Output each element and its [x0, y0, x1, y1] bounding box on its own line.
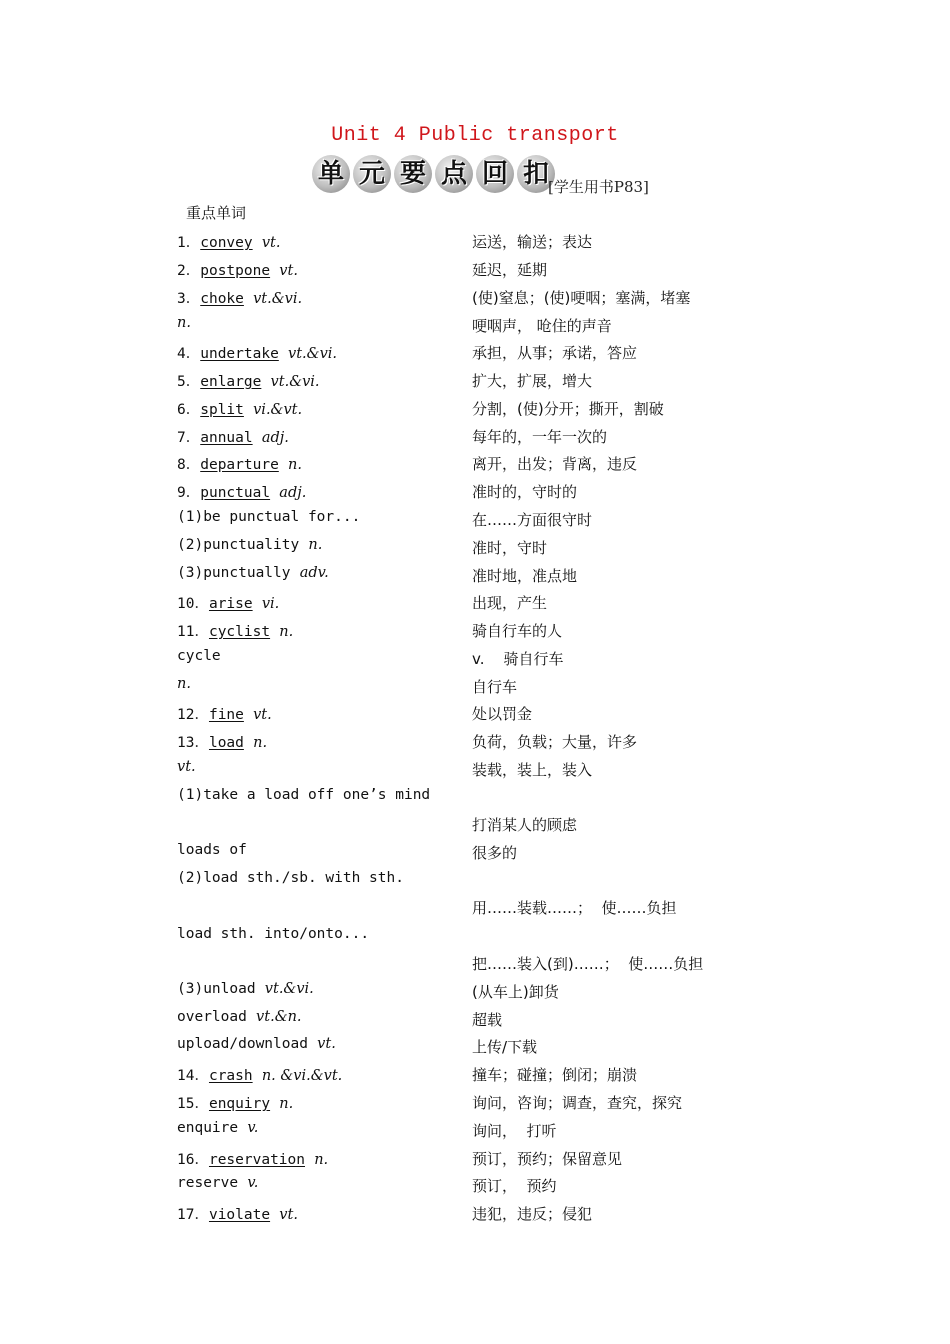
vocab-term [177, 1148, 328, 1169]
part-of-speech: vt.&vi. [255, 981, 314, 997]
part-of-speech: v. [238, 1120, 259, 1136]
headword: undertake [200, 346, 279, 362]
phrase-text: reserve [177, 1175, 239, 1191]
part-of-speech: vt. [177, 759, 196, 775]
vocab-term [177, 870, 404, 886]
vocab-term [177, 648, 221, 664]
banner-char: 元 [353, 155, 391, 193]
meaning-text: 准时，守时 [472, 539, 548, 557]
part-of-speech: vi. [252, 596, 280, 612]
vocab-row [0, 1092, 950, 1116]
part-of-speech: vt. [270, 263, 298, 279]
meaning-text: 分割，(使)分开；撕开，割破 [472, 400, 664, 418]
vocab-row [0, 287, 950, 311]
vocab-row [0, 592, 950, 616]
part-of-speech: adj. [252, 430, 289, 446]
phrase-text: (2)punctuality [177, 537, 300, 553]
vocab-row [0, 481, 950, 505]
meaning-text: v. 骑自行车 [472, 650, 564, 668]
meaning-text: 预订， 预约 [472, 1177, 557, 1195]
vocab-row [0, 370, 950, 394]
headword: cyclist [208, 624, 271, 640]
meaning-text: 上传/下载 [472, 1038, 538, 1056]
vocab-term [177, 1120, 258, 1136]
part-of-speech: n. [299, 537, 323, 553]
vocab-term [177, 620, 293, 641]
vocab-row [0, 620, 950, 644]
vocab-term [177, 537, 322, 553]
headword: postpone [200, 263, 271, 279]
vocab-row [0, 1064, 950, 1088]
vocab-row [0, 1148, 950, 1172]
part-of-speech: n. [305, 1152, 329, 1168]
part-of-speech: n. [243, 735, 268, 751]
phrase-text: overload [177, 1009, 247, 1025]
meaning-text: 延迟，延期 [472, 261, 548, 279]
meaning-text: 装载，装上，装入 [472, 761, 593, 779]
part-of-speech: v. [238, 1175, 259, 1191]
part-of-speech: vt.&vi. [278, 346, 338, 362]
vocab-row [0, 870, 950, 894]
phrase-text: (3)punctually [177, 565, 291, 581]
vocab-row [0, 703, 950, 727]
item-number: 8． [177, 457, 201, 473]
meaning-text: 违犯，违反；侵犯 [472, 1205, 593, 1223]
item-number: 2． [177, 263, 201, 279]
vocab-row [0, 565, 950, 589]
meaning-text: 询问，咨询；调查，查究，探究 [472, 1094, 683, 1112]
meaning-text: 撞车；碰撞；倒闭；崩溃 [472, 1066, 638, 1084]
meaning-text: 超载 [472, 1011, 503, 1029]
phrase-text: enquire [177, 1120, 239, 1136]
headword: punctual [200, 485, 271, 501]
headword: reservation [208, 1152, 305, 1168]
vocab-term [177, 453, 302, 474]
vocab-row [0, 648, 950, 672]
vocab-term [177, 509, 360, 525]
vocab-term [177, 1064, 342, 1085]
unit-review-banner [312, 152, 558, 196]
vocab-term [177, 731, 267, 752]
vocab-row [0, 1009, 950, 1033]
item-number: 7． [177, 430, 201, 446]
meaning-text: 预订，预约；保留意见 [472, 1150, 623, 1168]
headword: arise [208, 596, 253, 612]
part-of-speech: vt. [243, 707, 272, 723]
phrase-text: upload/download [177, 1036, 308, 1052]
meaning-text: 出现，产生 [472, 594, 548, 612]
meaning-text: 很多的 [472, 844, 518, 862]
phrase-text: load sth. into/onto... [177, 926, 370, 942]
part-of-speech: vi.&vt. [243, 402, 303, 418]
vocab-row [0, 259, 950, 283]
vocab-term [177, 787, 430, 803]
banner-char: 回 [476, 155, 514, 193]
phrase-text: (1)take a load off one’s mind [177, 787, 431, 803]
meaning-text: 准时的，守时的 [472, 483, 578, 501]
part-of-speech: vt. [307, 1036, 336, 1052]
vocab-row [0, 426, 950, 450]
item-number: 5． [177, 374, 201, 390]
item-number: 4． [177, 346, 201, 362]
vocab-row [0, 731, 950, 755]
vocab-row [0, 398, 950, 422]
meaning-text: 用……装载……； 使……负担 [472, 899, 677, 917]
meaning-text: 询问， 打听 [472, 1122, 557, 1140]
vocab-term [177, 1092, 293, 1113]
vocab-term [177, 287, 302, 308]
part-of-speech: n. &vi.&vt. [252, 1068, 343, 1084]
banner-char: 扣 [517, 155, 555, 193]
vocab-row [0, 1203, 950, 1227]
vocab-row [0, 342, 950, 366]
part-of-speech: vt. [270, 1207, 298, 1223]
vocab-term [177, 259, 298, 280]
vocab-term [177, 703, 272, 724]
headword: convey [200, 235, 253, 251]
part-of-speech: vt.&vi. [261, 374, 320, 390]
meaning-text: 每年的，一年一次的 [472, 428, 608, 446]
vocab-row [0, 1175, 950, 1199]
vocab-row [0, 676, 950, 700]
vocab-row [0, 981, 950, 1005]
part-of-speech: vt. [252, 235, 281, 251]
vocab-row [0, 842, 950, 866]
headword: enquiry [208, 1096, 271, 1112]
vocab-term [177, 315, 191, 331]
vocab-term [177, 759, 196, 775]
vocab-term [177, 676, 191, 692]
meaning-text: 自行车 [472, 678, 518, 696]
vocab-row [0, 1120, 950, 1144]
item-number: 15． [177, 1096, 209, 1112]
vocab-row [0, 759, 950, 783]
meaning-text: 把……装入(到)……； 使……负担 [472, 955, 704, 973]
part-of-speech: adv. [290, 565, 329, 581]
headword: annual [200, 430, 253, 446]
item-number: 9． [177, 485, 201, 501]
item-number: 3． [177, 291, 201, 307]
vocab-term [177, 565, 329, 581]
item-number: 14． [177, 1068, 209, 1084]
banner-char: 单 [312, 155, 350, 193]
meaning-text: (从车上)卸货 [472, 983, 559, 1001]
headword: departure [200, 457, 279, 473]
vocab-term [177, 370, 320, 391]
vocab-term [177, 342, 337, 363]
meaning-text: 在……方面很守时 [472, 511, 593, 529]
headword: crash [208, 1068, 253, 1084]
phrase-text: (2)load sth./sb. with sth. [177, 870, 404, 886]
item-number: 6． [177, 402, 201, 418]
vocab-row [0, 926, 950, 950]
meaning-text: 负荷，负载；大量，许多 [472, 733, 638, 751]
vocab-row [0, 787, 950, 811]
phrase-text: (1)be punctual for... [177, 509, 361, 525]
vocab-term [177, 398, 302, 419]
item-number: 11． [177, 624, 209, 640]
phrase-text: loads of [177, 842, 247, 858]
item-number: 13． [177, 735, 209, 751]
vocab-term [177, 592, 279, 613]
vocab-row [0, 953, 950, 977]
vocab-term [177, 926, 369, 942]
vocab-row [0, 231, 950, 255]
phrase-text: (3)unload [177, 981, 256, 997]
vocab-row [0, 537, 950, 561]
vocab-term [177, 481, 306, 502]
meaning-text: 运送，输送；表达 [472, 233, 593, 251]
item-number: 16． [177, 1152, 209, 1168]
headword: load [208, 735, 244, 751]
part-of-speech: n. [270, 1096, 294, 1112]
vocab-row [0, 509, 950, 533]
meaning-text: 骑自行车的人 [472, 622, 563, 640]
vocab-term [177, 1175, 258, 1191]
vocab-term [177, 981, 314, 997]
headword: enlarge [200, 374, 262, 390]
vocab-term [177, 426, 289, 447]
item-number: 10． [177, 596, 209, 612]
meaning-text: 承担，从事；承诺，答应 [472, 344, 638, 362]
vocab-row [0, 1036, 950, 1060]
meaning-text: 扩大，扩展，增大 [472, 372, 593, 390]
phrase-text: cycle [177, 648, 221, 664]
meaning-text: (使)窒息；(使)哽咽；塞满，堵塞 [472, 289, 691, 307]
part-of-speech: n. [177, 676, 191, 692]
meaning-text: 哽咽声， 呛住的声音 [472, 317, 612, 335]
vocab-term [177, 1009, 302, 1025]
part-of-speech: vt.&n. [246, 1009, 302, 1025]
vocab-row [0, 315, 950, 339]
banner-char: 点 [435, 155, 473, 193]
page-reference: [学生用书P83] [548, 178, 649, 196]
vocab-row [0, 453, 950, 477]
section-heading: 重点单词 [186, 204, 247, 222]
headword: choke [200, 291, 244, 307]
headword: fine [208, 707, 244, 723]
item-number: 12． [177, 707, 209, 723]
item-number: 1． [177, 235, 201, 251]
vocab-row [0, 814, 950, 838]
banner-char: 要 [394, 155, 432, 193]
vocab-term [177, 842, 247, 858]
meaning-text: 处以罚金 [472, 705, 533, 723]
vocab-term [177, 231, 280, 252]
part-of-speech: n. [270, 624, 294, 640]
meaning-text: 准时地，准点地 [472, 567, 578, 585]
meaning-text: 离开，出发；背离，违反 [472, 455, 638, 473]
part-of-speech: n. [278, 457, 302, 473]
vocab-term [177, 1203, 298, 1224]
headword: split [200, 402, 244, 418]
part-of-speech: adj. [270, 485, 307, 501]
meaning-text: 打消某人的顾虑 [472, 816, 578, 834]
vocab-row [0, 897, 950, 921]
headword: violate [208, 1207, 271, 1223]
item-number: 17． [177, 1207, 209, 1223]
page-title: Unit 4 Public transport [331, 124, 619, 147]
part-of-speech: n. [177, 315, 191, 331]
vocab-term [177, 1036, 336, 1052]
part-of-speech: vt.&vi. [243, 291, 303, 307]
